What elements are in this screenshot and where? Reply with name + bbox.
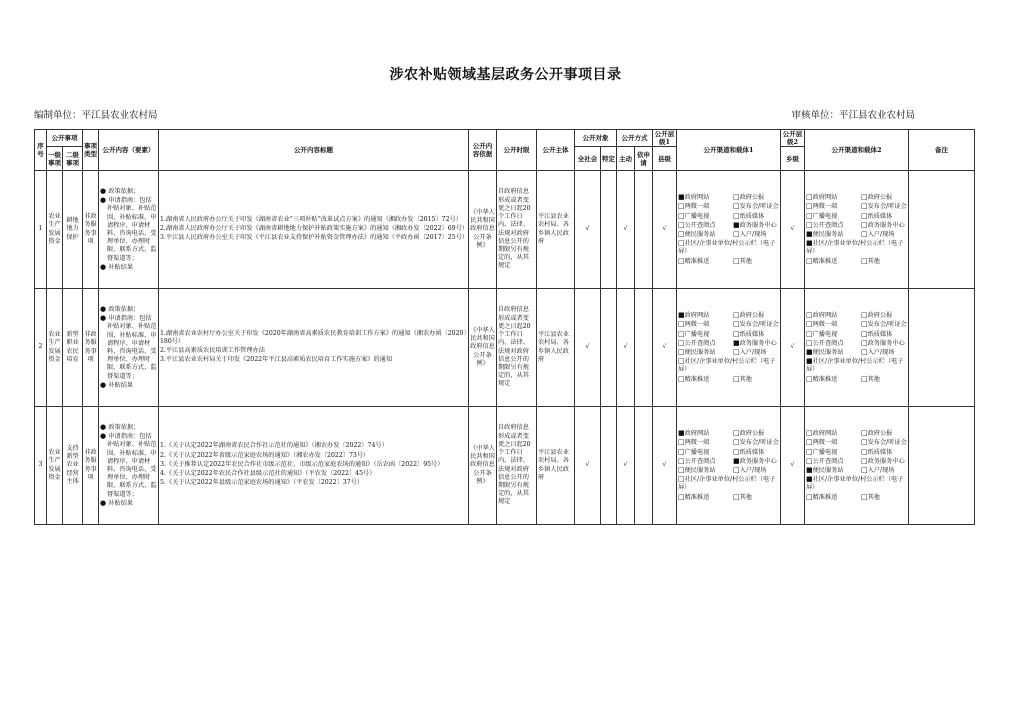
channel-option: □广播电视	[678, 329, 710, 338]
channel-option: □纸质媒体	[733, 329, 765, 338]
channel-option: □公开查阅点	[806, 456, 844, 465]
channel-option: □入户/现场	[733, 230, 767, 238]
checkbox-icon: □	[806, 438, 813, 447]
list-item: 2.平江县高素质农民培训工作管理办法	[160, 347, 265, 354]
checkbox-icon: □	[733, 193, 740, 202]
checkbox-icon: □	[806, 329, 813, 338]
channel-option: □两微一端	[678, 438, 710, 447]
channel-option: ■便民服务站	[806, 348, 844, 356]
header-remark: 备注	[909, 130, 975, 171]
channel-option: □纸质媒体	[861, 211, 893, 220]
table-row	[35, 289, 975, 407]
remark-cell	[909, 407, 975, 525]
whole-society-cell: √	[575, 407, 601, 525]
checkbox-icon: □	[806, 338, 813, 347]
checkbox-icon: □	[733, 329, 740, 338]
checkbox-icon: □	[806, 447, 813, 456]
checkbox-icon: □	[861, 348, 868, 356]
checkbox-icon: □	[806, 193, 813, 202]
channel-option: □广播电视	[806, 329, 838, 338]
checkbox-icon: ■	[733, 456, 740, 465]
channel-option: □入户/现场	[733, 466, 767, 474]
active-cell: √	[617, 407, 635, 525]
channel-option: □其他	[733, 256, 752, 265]
checkbox-icon: □	[678, 256, 685, 265]
channel-option: ■政府网站	[678, 429, 710, 438]
township-cell: √	[781, 289, 805, 407]
channel-option: ■政务服务中心	[733, 338, 777, 347]
checkbox-icon: □	[861, 311, 868, 320]
basis-cell: 《中华人民共和国政府信息公开条例》	[469, 171, 497, 289]
type-cell: 非政务服务事项	[83, 289, 99, 407]
list-item: ● 申请指南：包括补贴对象、补贴范围、补贴标准、申请程序、申请材料、咨询电话、受理单位、办理时限、联系方式、监督渠道等；	[100, 196, 157, 262]
checkbox-icon: □	[733, 466, 740, 474]
remark-cell	[909, 171, 975, 289]
channel-option: □政府公报	[733, 429, 765, 438]
header-level1: 一级事项	[47, 147, 63, 171]
channel-option: □社区/企事业单位/村公示栏（电子屏）	[678, 357, 776, 374]
checkbox-icon: □	[678, 338, 685, 347]
channel-option: □入户/现场	[861, 466, 895, 474]
channel-option: □入户/现场	[861, 348, 895, 356]
content-title-cell	[159, 171, 469, 289]
header-level2: 二级事项	[63, 147, 83, 171]
channel-option: □广播电视	[678, 211, 710, 220]
checkbox-icon: □	[861, 492, 868, 501]
checkbox-icon: □	[678, 230, 685, 238]
subject-cell: 平江县农业农村局、各乡镇人民政府	[537, 171, 575, 289]
list-item: 3.平江县农业农村局关于印发《2022年平江县高素质农民培育工作实施方案》的通知	[160, 356, 393, 364]
checkbox-icon: □	[678, 438, 685, 447]
checkbox-icon: ■	[678, 193, 685, 202]
level1-cell: 农业生产发展资金	[47, 289, 63, 407]
whole-society-cell: √	[575, 289, 601, 407]
header-item: 公开事项	[47, 130, 83, 147]
content-req-cell	[99, 289, 159, 407]
header-seq: 序号	[35, 130, 47, 171]
channel-option: ■政务服务中心	[733, 456, 777, 465]
channel-option: □发布会/听证会	[733, 202, 779, 211]
list-item: 4.《关于认定2022年农民合作社县级示范社的通知》（平农发〔2022〕45号）	[160, 470, 376, 478]
time-cell: 自政府信息形成或者变更之日起20个工作日内，法律、法规对政府信息公开的期限另有规定的，从其规定	[497, 171, 537, 289]
channel-option: □发布会/听证会	[861, 320, 907, 329]
channel-option: □政务服务中心	[861, 456, 905, 465]
header-basis: 公开内容依据	[469, 130, 497, 171]
list-item: ● 申请指南：包括补贴对象、补贴范围、补贴标准、申请程序、申请材料、咨询电话、受理单位、办理时限、联系方式、监督渠道等；	[100, 314, 157, 380]
channel1-cell	[677, 289, 781, 407]
checkbox-icon: □	[733, 320, 740, 329]
channel-option: □政务服务中心	[861, 338, 905, 347]
table-row	[35, 407, 975, 525]
list-item: ● 申请指南：包括补贴对象、补贴范围、补贴标准、申请程序、申请材料、咨询电话、受理单位、办理时限、联系方式、监督渠道等；	[100, 432, 157, 498]
header-content-title: 公开内容标题	[159, 130, 469, 171]
list-item: ● 补贴结果	[100, 262, 134, 271]
checkbox-icon: □	[733, 211, 740, 220]
channel-option: □发布会/听证会	[733, 438, 779, 447]
header-item-type: 事项类型	[83, 130, 99, 171]
content-req-cell	[99, 171, 159, 289]
header-county: 县级	[653, 147, 677, 171]
header-method: 公开方式	[617, 130, 653, 147]
checkbox-icon: ■	[806, 357, 813, 366]
table-row	[35, 171, 975, 289]
checkbox-icon: □	[678, 492, 685, 501]
apply-cell	[635, 171, 653, 289]
checkbox-icon: □	[678, 357, 685, 366]
checkbox-icon: □	[678, 466, 685, 474]
checkbox-icon: □	[806, 374, 813, 383]
county-cell: √	[653, 171, 677, 289]
checkbox-icon: □	[861, 220, 868, 229]
checkbox-icon: □	[806, 492, 813, 501]
checkbox-icon: ■	[806, 239, 813, 248]
channel-option: ■社区/企事业单位/村公示栏（电子屏）	[806, 239, 904, 256]
channel-option: □其他	[861, 374, 880, 383]
channel-option: □入户/现场	[861, 230, 895, 238]
channel-option: ■社区/企事业单位/村公示栏（电子屏）	[806, 357, 904, 374]
channel-option: □便民服务站	[678, 466, 716, 474]
channel-option: □便民服务站	[678, 348, 716, 356]
list-item: 3.《关于推荐认定2022年农民合作社市级示范社、市级示范家庭农场的通知》（岳农函〔2022〕95号）	[160, 460, 444, 468]
channel-option: □两微一端	[806, 202, 838, 211]
list-item: ● 政策依据；	[100, 304, 140, 313]
checkbox-icon: □	[806, 211, 813, 220]
seq-cell: 2	[35, 289, 47, 407]
checkbox-icon: □	[733, 230, 740, 238]
level1-cell: 农业生产发展资金	[47, 407, 63, 525]
list-item: 2.《关于认定2022年省级示范家庭农场的通知》（湘农办发〔2022〕73号）	[160, 451, 370, 459]
checkbox-icon: □	[733, 256, 740, 265]
channel-option: □社区/企事业单位/村公示栏（电子屏）	[678, 475, 776, 492]
header-active: 主动	[617, 147, 635, 171]
channel-option: ■便民服务站	[806, 466, 844, 474]
document-title: 涉农补贴领域基层政务公开事项目录	[389, 67, 622, 83]
checkbox-icon: □	[861, 230, 868, 238]
checkbox-icon: ■	[806, 475, 813, 484]
list-item: 1.湖南省农业农村厅办公室关于印发《2020年湖南省高素质农民教育培训工作方案》的通知（湘农办函〔2020〕180号）	[160, 329, 467, 345]
checkbox-icon: □	[733, 447, 740, 456]
level2-cell: 耕地地力保护	[63, 171, 83, 289]
channel-option: □精准推送	[806, 256, 838, 265]
channel-option: □两微一端	[678, 320, 710, 329]
checkbox-icon: □	[733, 492, 740, 501]
basis-cell: 《中华人民共和国政府信息公开条例》	[469, 407, 497, 525]
checkbox-icon: □	[861, 429, 868, 438]
channel-option: □政府公报	[861, 429, 893, 438]
type-cell: 非政务服务事项	[83, 171, 99, 289]
header-channel1: 公开渠道和载体1	[677, 130, 781, 171]
disclosure-table	[34, 129, 975, 525]
channel-option: □政府公报	[733, 193, 765, 202]
channel2-cell	[805, 289, 909, 407]
checkbox-icon: □	[678, 211, 685, 220]
channel-option: □发布会/听证会	[861, 438, 907, 447]
header-subject: 公开主体	[537, 130, 575, 171]
channel-option: ■政府网站	[678, 311, 710, 320]
checkbox-icon: ■	[733, 338, 740, 347]
checkbox-icon: □	[806, 320, 813, 329]
channel-option: □公开查阅点	[806, 338, 844, 347]
channel-option: □精准推送	[806, 492, 838, 501]
level2-cell: 支持新型农业经营主体	[63, 407, 83, 525]
channel1-cell	[677, 407, 781, 525]
checkbox-icon: □	[733, 348, 740, 356]
checkbox-icon: □	[678, 374, 685, 383]
channel-option: □发布会/听证会	[861, 202, 907, 211]
channel2-cell	[805, 407, 909, 525]
channel-option: □精准推送	[678, 374, 710, 383]
time-cell: 自政府信息形成或者变更之日起20个工作日内，法律、法规对政府信息公开的期限另有规定的，从其规定	[497, 407, 537, 525]
channel-option: □精准推送	[678, 256, 710, 265]
channel-option: □广播电视	[806, 211, 838, 220]
township-cell: √	[781, 171, 805, 289]
channel-option: □精准推送	[678, 492, 710, 501]
checkbox-icon: ■	[678, 311, 685, 320]
header-layer1: 公开层级1	[653, 130, 677, 147]
list-item: 1.《关于认定2022年湖南省农民合作社示范社的通知》（湘农办发〔2022〕74号）	[160, 442, 388, 450]
channel-option: □其他	[733, 374, 752, 383]
level2-cell: 新型职业农民培育	[63, 289, 83, 407]
checkbox-icon: □	[678, 239, 685, 248]
channel1-cell	[677, 171, 781, 289]
checkbox-icon: ■	[806, 230, 813, 238]
checkbox-icon: ■	[806, 466, 813, 474]
content-title-cell	[159, 289, 469, 407]
compiler-unit: 编制单位：平江县农业农村局	[34, 110, 158, 121]
content-title-cell	[159, 407, 469, 525]
channel-option: □公开查阅点	[678, 220, 716, 229]
seq-cell: 1	[35, 171, 47, 289]
checkbox-icon: □	[678, 348, 685, 356]
list-item: ● 政策依据；	[100, 422, 140, 431]
channel-option: □公开查阅点	[678, 456, 716, 465]
subject-cell: 平江县农业农村局、各乡镇人民政府	[537, 407, 575, 525]
channel-option: □精准推送	[806, 374, 838, 383]
checkbox-icon: □	[861, 320, 868, 329]
checkbox-icon: □	[806, 256, 813, 265]
channel-option: □两微一端	[678, 202, 710, 211]
time-cell: 自政府信息形成或者变更之日起20个工作日内，法律、法规对政府信息公开的期限另有规定的，从其规定	[497, 289, 537, 407]
header-time: 公开时限	[497, 130, 537, 171]
active-cell: √	[617, 171, 635, 289]
apply-cell	[635, 407, 653, 525]
channel-option: □发布会/听证会	[733, 320, 779, 329]
checkbox-icon: □	[861, 329, 868, 338]
header-whole-society: 全社会	[575, 147, 601, 171]
checkbox-icon: □	[861, 193, 868, 202]
checkbox-icon: □	[678, 329, 685, 338]
checkbox-icon: □	[733, 374, 740, 383]
checkbox-icon: ■	[806, 348, 813, 356]
township-cell: √	[781, 407, 805, 525]
remark-cell	[909, 289, 975, 407]
checkbox-icon: □	[861, 456, 868, 465]
checkbox-icon: □	[678, 202, 685, 211]
list-item: 1.湖南省人民政府办公厅关于印发《湖南省农业“三项补贴”改革试点方案》的通知（湘政办发〔2015〕72号）	[160, 215, 462, 223]
header-township: 乡级	[781, 147, 805, 171]
header-specific: 特定	[601, 147, 617, 171]
channel-option: □纸质媒体	[733, 211, 765, 220]
checkbox-icon: ■	[733, 220, 740, 229]
content-req-cell	[99, 407, 159, 525]
checkbox-icon: ■	[678, 429, 685, 438]
subject-cell: 平江县农业农村局、各乡镇人民政府	[537, 289, 575, 407]
county-cell: √	[653, 407, 677, 525]
channel-option: □便民服务站	[678, 230, 716, 238]
list-item: ● 补贴结果	[100, 498, 134, 507]
channel-option: □广播电视	[806, 447, 838, 456]
checkbox-icon: □	[806, 311, 813, 320]
channel-option: □其他	[733, 492, 752, 501]
basis-cell: 《中华人民共和国政府信息公开条例》	[469, 289, 497, 407]
channel-option: □政府公报	[861, 193, 893, 202]
channel-option: □入户/现场	[733, 348, 767, 356]
channel-option: □政府网站	[806, 193, 838, 202]
checkbox-icon: □	[678, 447, 685, 456]
checkbox-icon: □	[861, 211, 868, 220]
checkbox-icon: □	[861, 466, 868, 474]
channel-option: □两微一端	[806, 438, 838, 447]
checkbox-icon: □	[806, 202, 813, 211]
county-cell: √	[653, 289, 677, 407]
channel-option: □纸质媒体	[733, 447, 765, 456]
list-item: ● 补贴结果	[100, 380, 134, 389]
checkbox-icon: □	[678, 320, 685, 329]
checkbox-icon: □	[733, 438, 740, 447]
checkbox-icon: □	[678, 475, 685, 484]
checkbox-icon: □	[806, 220, 813, 229]
checkbox-icon: □	[861, 438, 868, 447]
checkbox-icon: □	[806, 456, 813, 465]
checkbox-icon: □	[678, 220, 685, 229]
channel-option: □纸质媒体	[861, 447, 893, 456]
header-channel2: 公开渠道和载体2	[805, 130, 909, 171]
channel-option: □公开查阅点	[806, 220, 844, 229]
channel-option: ■社区/企事业单位/村公示栏（电子屏）	[806, 475, 904, 492]
checkbox-icon: □	[733, 429, 740, 438]
channel-option: □广播电视	[678, 447, 710, 456]
channel-option: ■便民服务站	[806, 230, 844, 238]
specific-cell	[601, 407, 617, 525]
checkbox-icon: □	[861, 374, 868, 383]
header-content-req: 公开内容（要素）	[99, 130, 159, 171]
channel-option: □两微一端	[806, 320, 838, 329]
specific-cell	[601, 171, 617, 289]
header-object: 公开对象	[575, 130, 617, 147]
channel-option: □社区/企事业单位/村公示栏（电子屏）	[678, 239, 776, 256]
channel-option: □其他	[861, 492, 880, 501]
checkbox-icon: □	[806, 429, 813, 438]
type-cell: 非政务服务事项	[83, 407, 99, 525]
header-layer2: 公开层级2	[781, 130, 805, 147]
channel-option: □公开查阅点	[678, 338, 716, 347]
channel-option: □其他	[861, 256, 880, 265]
header-apply: 依申请	[635, 147, 653, 171]
channel-option: ■政府网站	[678, 193, 710, 202]
whole-society-cell: √	[575, 171, 601, 289]
level1-cell: 农业生产发展资金	[47, 171, 63, 289]
channel-option: □政府公报	[861, 311, 893, 320]
seq-cell: 3	[35, 407, 47, 525]
checkbox-icon: □	[861, 202, 868, 211]
checkbox-icon: □	[861, 256, 868, 265]
checkbox-icon: □	[733, 311, 740, 320]
list-item: 5.《关于认定2022年县级示范家庭农场的通知》（平农发〔2022〕37号）	[160, 479, 364, 487]
channel-option: ■政务服务中心	[733, 220, 777, 229]
table-body	[35, 171, 975, 525]
checkbox-icon: □	[861, 447, 868, 456]
channel-option: □政务服务中心	[861, 220, 905, 229]
channel-option: □纸质媒体	[861, 329, 893, 338]
apply-cell	[635, 289, 653, 407]
checkbox-icon: □	[678, 456, 685, 465]
channel-option: □政府公报	[733, 311, 765, 320]
list-item: 2.湖南省人民政府办公厅关于印发《湖南省耕地地力保护补贴政策实施方案》的通知（湘政办发〔2022〕69号）	[160, 224, 468, 232]
checkbox-icon: □	[733, 202, 740, 211]
reviewer-unit: 审核单位：平江县农业农村局	[791, 110, 915, 121]
checkbox-icon: □	[861, 338, 868, 347]
channel2-cell	[805, 171, 909, 289]
specific-cell	[601, 289, 617, 407]
channel-option: □政府网站	[806, 429, 838, 438]
channel-option: □政府网站	[806, 311, 838, 320]
list-item: 3.平江县人民政府办公室关于印发《平江县农业支持保护补贴资金管理办法》的通知（平政办函〔2017〕25号）	[160, 234, 468, 242]
list-item: ● 政策依据；	[100, 186, 140, 195]
active-cell: √	[617, 289, 635, 407]
